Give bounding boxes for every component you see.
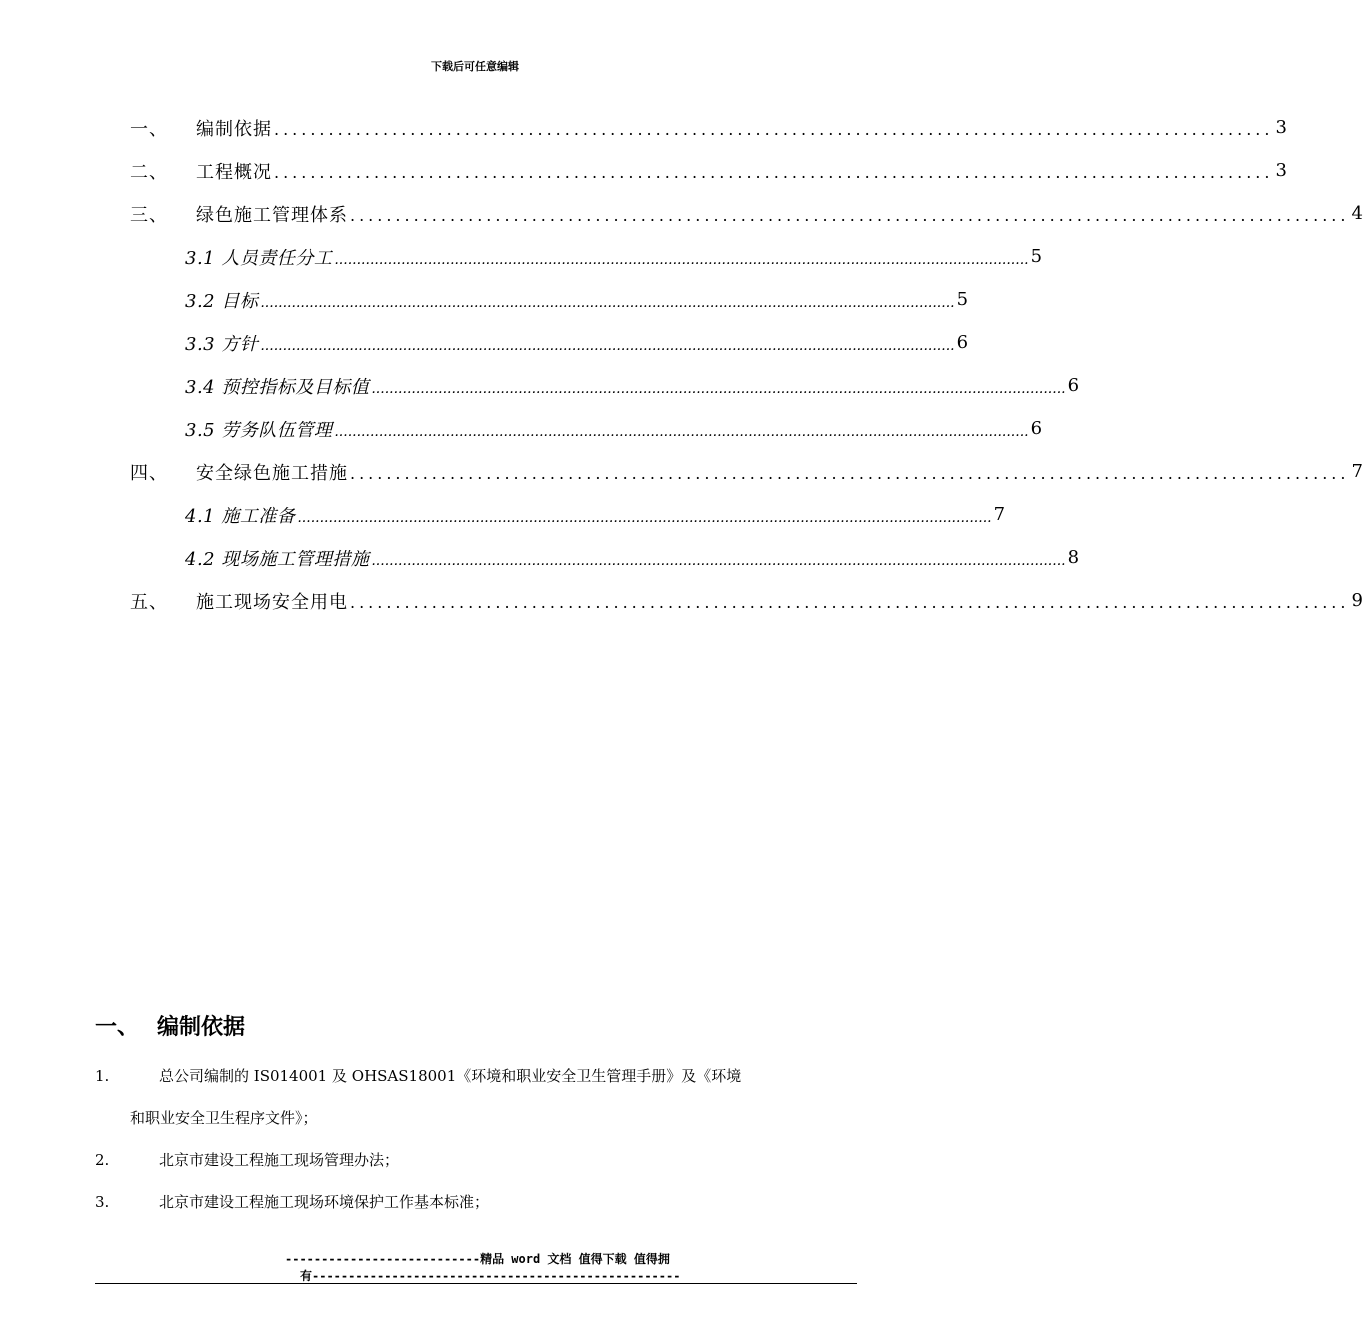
toc-leader-dots: ............................................................................................................................................................ (334, 251, 1029, 268)
toc-leader-dots: ............................................................................................................................................................ (371, 380, 1066, 397)
list-item-continuation: 和职业安全卫生程序文件》； (130, 1109, 318, 1127)
toc-entry-title: 安全绿色施工措施 (196, 462, 348, 484)
toc-entry-page: 6 (956, 332, 969, 353)
section-number: 一、 (95, 1015, 140, 1040)
toc-subentry[interactable] (130, 321, 969, 364)
toc-entry-number: 四、 (130, 462, 168, 484)
toc-entry-page: 4 (1351, 203, 1364, 224)
list-item (95, 1181, 857, 1223)
reference-list (95, 1055, 857, 1223)
toc-entry-title: 3.5 劳务队伍管理 (185, 419, 333, 441)
toc-subentry[interactable] (130, 364, 1080, 407)
toc-entry-page: 6 (1030, 418, 1043, 439)
toc-leader-dots: ............................................................................................................................................................ (260, 294, 955, 311)
toc-entry[interactable] (130, 149, 1288, 192)
list-item-text: 总公司编制的 IS014001 及 OHSAS18001《环境和职业安全卫生管理手册》及《环境 (159, 1067, 742, 1085)
toc-leader-dots: .............................................................................................................. (350, 206, 1350, 225)
list-item-text: 北京市建设工程施工现场环境保护工作基本标准； (159, 1193, 490, 1211)
toc-entry-title: 3.3 方针 (185, 333, 259, 355)
toc-entry-title: 4.1 施工准备 (185, 505, 296, 527)
toc-leader-dots: .............................................................................................................. (350, 464, 1350, 483)
list-item-number: 3. (95, 1193, 110, 1211)
toc-entry-page: 5 (956, 289, 969, 310)
page-header: 下载后可任意编辑 (431, 60, 519, 73)
list-item-text: 北京市建设工程施工现场管理办法； (159, 1151, 400, 1169)
toc-leader-dots: ............................................................................................................................................................ (371, 552, 1066, 569)
section-heading (95, 1010, 245, 1041)
toc-entry-number: 五、 (130, 591, 168, 613)
list-item-number: 1. (95, 1067, 110, 1085)
list-item-number: 2. (95, 1151, 110, 1169)
toc-entry-page: 7 (993, 504, 1006, 525)
toc-entry[interactable] (130, 106, 1288, 149)
toc-leader-dots: .............................................................................................................. (274, 120, 1274, 139)
toc-entry-title: 4.2 现场施工管理措施 (185, 548, 370, 570)
toc-entry-page: 6 (1067, 375, 1080, 396)
toc-leader-dots: .............................................................................................................. (350, 593, 1350, 612)
toc-entry-title: 3.4 预控指标及目标值 (185, 376, 370, 398)
toc-entry-title: 工程概况 (196, 161, 272, 183)
toc-entry-page: 8 (1067, 547, 1080, 568)
toc-entry-number: 二、 (130, 161, 168, 183)
toc-entry[interactable] (130, 579, 1364, 622)
section-title-text: 编制依据 (157, 1015, 246, 1040)
toc-entry[interactable] (130, 192, 1364, 235)
toc-entry-number: 一、 (130, 118, 168, 140)
footer-divider (95, 1283, 857, 1284)
toc-leader-dots: ............................................................................................................................................................ (334, 423, 1029, 440)
toc-subentry[interactable] (130, 493, 1006, 536)
toc-entry-page: 3 (1275, 160, 1288, 181)
toc-entry-page: 7 (1351, 461, 1364, 482)
toc-entry-title: 3.2 目标 (185, 290, 259, 312)
toc-subentry[interactable] (130, 536, 1080, 579)
toc-entry-title: 施工现场安全用电 (196, 591, 348, 613)
toc-subentry[interactable] (130, 235, 1043, 278)
list-item (95, 1055, 857, 1139)
toc-entry[interactable] (130, 450, 1364, 493)
toc-entry-number: 三、 (130, 204, 168, 226)
toc-leader-dots: .............................................................................................................. (274, 163, 1274, 182)
list-item (95, 1139, 857, 1181)
toc-entry-title: 编制依据 (196, 118, 272, 140)
toc-entry-title: 3.1 人员责任分工 (185, 247, 333, 269)
toc-leader-dots: ............................................................................................................................................................ (297, 509, 992, 526)
toc-entry-page: 9 (1351, 590, 1364, 611)
toc-leader-dots: ............................................................................................................................................................ (260, 337, 955, 354)
footer-text-continued: 有--------------------------------------------------- (300, 1269, 681, 1283)
toc-subentry[interactable] (130, 407, 1043, 450)
toc-entry-title: 绿色施工管理体系 (196, 204, 348, 226)
table-of-contents (130, 106, 1364, 622)
footer-text: ---------------------------精品 word 文档 值得下载 值得拥 (285, 1252, 670, 1266)
toc-entry-page: 3 (1275, 117, 1288, 138)
toc-entry-page: 5 (1030, 246, 1043, 267)
toc-subentry[interactable] (130, 278, 969, 321)
